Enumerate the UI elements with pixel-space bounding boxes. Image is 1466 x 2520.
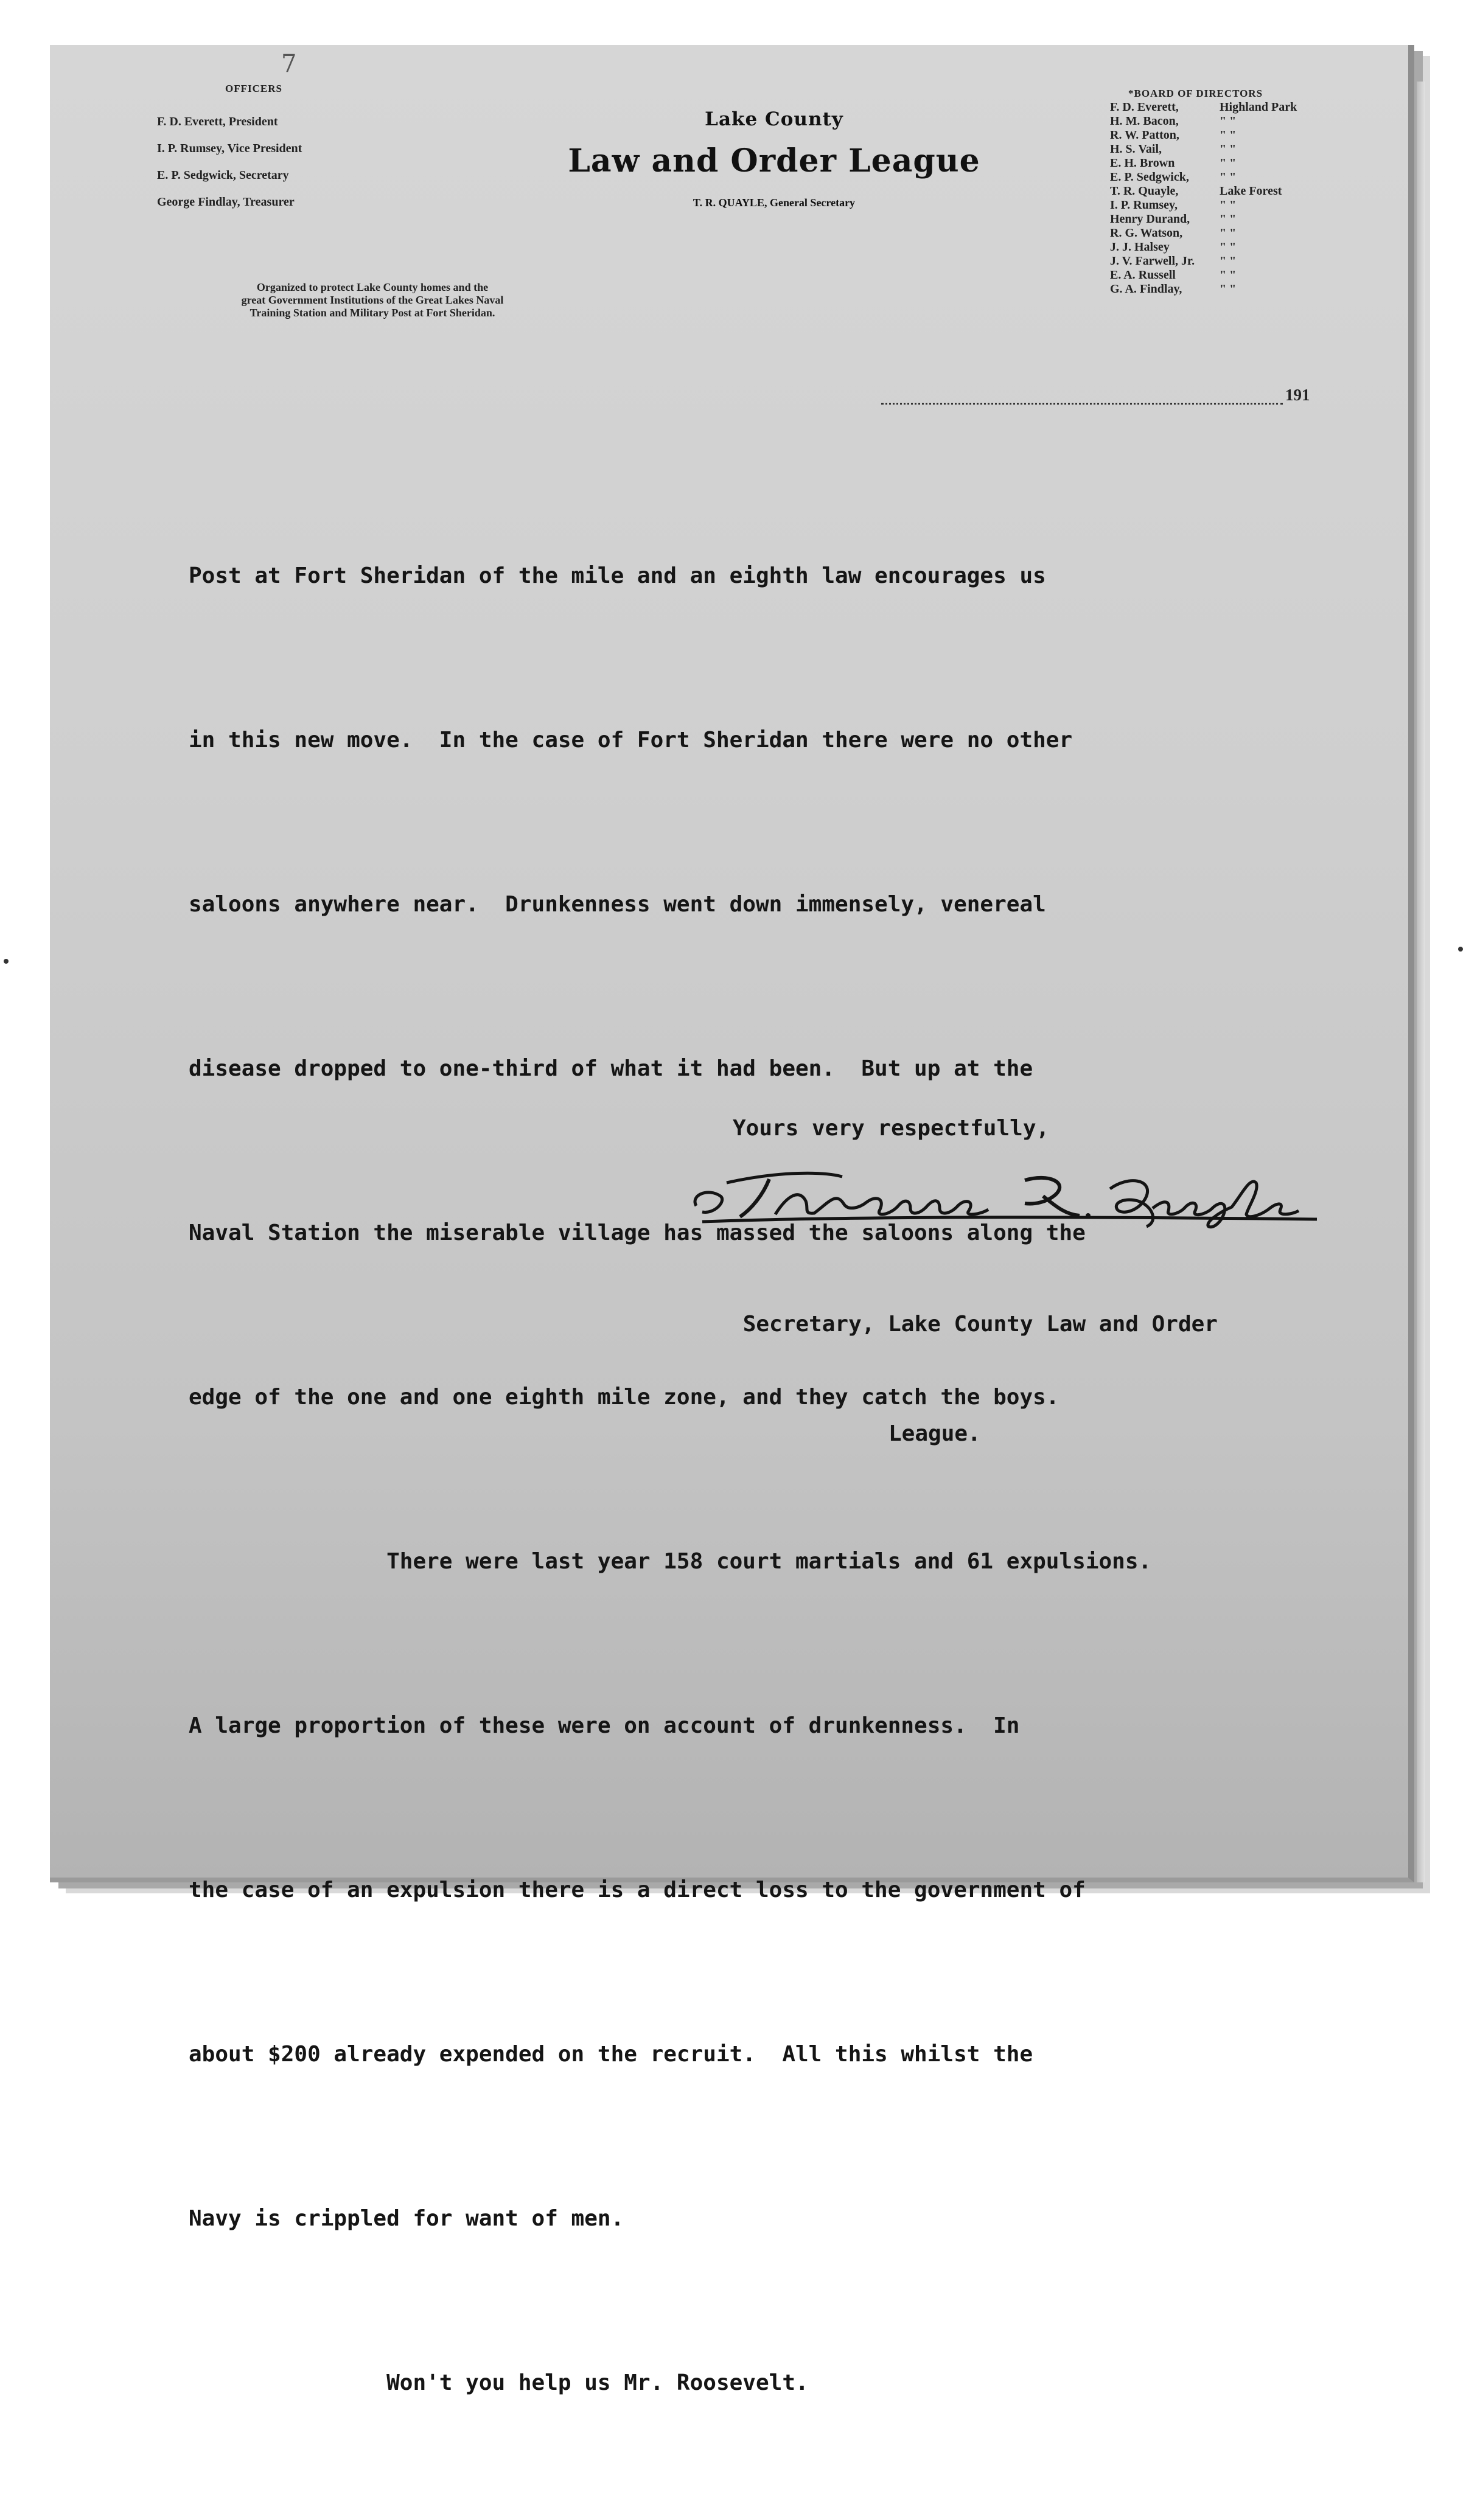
director-row (1110, 184, 1297, 198)
director-row (1110, 100, 1297, 114)
signature-drawing (684, 1158, 1329, 1231)
director-name: R. W. Patton, (1110, 128, 1179, 142)
director-town: " " (1220, 226, 1237, 240)
director-town: " " (1220, 198, 1237, 212)
director-row (1110, 268, 1297, 282)
date-year: 191 (1285, 386, 1310, 404)
director-name: G. A. Findlay, (1110, 282, 1182, 296)
director-row (1110, 142, 1297, 156)
director-row (1110, 156, 1297, 170)
director-name: J. J. Halsey (1110, 240, 1170, 254)
signatory-title-line-1: Secretary, Lake County Law and Order (742, 1312, 1218, 1337)
director-row (1110, 212, 1297, 226)
organized-line: Training Station and Military Post at Fort Sheridan. (250, 307, 495, 319)
director-town: " " (1220, 240, 1237, 254)
body-line: Naval Station the miserable village has massed the saloons along the (189, 1220, 1086, 1245)
body-line: Post at Fort Sheridan of the mile and an eighth law encourages us (189, 563, 1046, 588)
director-row (1110, 198, 1297, 212)
board-heading: *BOARD OF DIRECTORS (1128, 88, 1263, 99)
body-line: about $200 already expended on the recruit. All this whilst the (189, 2042, 1033, 2067)
masthead-league-name: Law and Order League (568, 142, 980, 179)
director-row (1110, 240, 1297, 254)
director-town: " " (1220, 268, 1237, 282)
director-name: H. S. Vail, (1110, 142, 1162, 156)
director-name: E. A. Russell (1110, 268, 1176, 282)
closing-salutation: Yours very respectfully, (733, 1116, 1050, 1141)
director-row (1110, 114, 1297, 128)
officer-secretary: E. P. Sedgwick, Secretary (157, 169, 289, 182)
scan-speck (1458, 947, 1463, 952)
body-line: in this new move. In the case of Fort Sheridan there were no other (189, 728, 1073, 753)
body-line: edge of the one and one eighth mile zone, and they catch the boys. (189, 1385, 1059, 1410)
organized-statement (153, 281, 592, 319)
director-row (1110, 226, 1297, 240)
masthead-county: Lake County (705, 108, 843, 130)
officers-block (157, 83, 302, 215)
signatory-title-line-2: League. (888, 1421, 981, 1446)
officer-vice-president: I. P. Rumsey, Vice President (157, 142, 302, 155)
director-town: " " (1220, 156, 1237, 170)
director-town: " " (1220, 254, 1237, 268)
director-town: Lake Forest (1220, 184, 1282, 198)
director-name: T. R. Quayle, (1110, 184, 1179, 198)
director-name: J. V. Farwell, Jr. (1110, 254, 1195, 268)
director-town: Highland Park (1220, 100, 1297, 114)
director-name: E. H. Brown (1110, 156, 1175, 170)
director-name: E. P. Sedgwick, (1110, 170, 1189, 184)
director-name: R. G. Watson, (1110, 226, 1183, 240)
director-town: " " (1220, 114, 1237, 128)
officers-heading: OFFICERS (225, 83, 282, 94)
director-town: " " (1220, 128, 1237, 142)
body-line: There were last year 158 court martials and 61 expulsions. (189, 1549, 1152, 1574)
officer-treasurer: George Findlay, Treasurer (157, 195, 295, 209)
masthead (567, 108, 981, 209)
director-name: I. P. Rumsey, (1110, 198, 1178, 212)
body-line: disease dropped to one-third of what it had been. But up at the (189, 1056, 1033, 1081)
corner-mark: 7 (281, 50, 297, 78)
director-row (1110, 282, 1297, 296)
masthead-general-secretary: T. R. QUAYLE, General Secretary (693, 197, 856, 209)
director-town: " " (1220, 282, 1237, 296)
director-town: " " (1220, 170, 1237, 184)
director-row (1110, 128, 1297, 142)
director-name: Henry Durand, (1110, 212, 1190, 226)
letter-sheet (50, 45, 1414, 2395)
body-line: A large proportion of these were on account of drunkenness. In (189, 1713, 1020, 1738)
director-town: " " (1220, 212, 1237, 226)
director-name: F. D. Everett, (1110, 100, 1179, 114)
date-blank (881, 391, 1283, 405)
body-line: Won't you help us Mr. Roosevelt. (189, 2370, 809, 2395)
body-line: Navy is crippled for want of men. (189, 2206, 624, 2231)
date-line (881, 386, 1310, 405)
director-row (1110, 170, 1297, 184)
director-name: H. M. Bacon, (1110, 114, 1179, 128)
scan-speck (4, 959, 9, 964)
organized-line: Organized to protect Lake County homes and the (256, 281, 489, 293)
body-line: the case of an expulsion there is a direct loss to the government of (189, 1878, 1086, 1902)
body-line: saloons anywhere near. Drunkenness went down immensely, venereal (189, 892, 1046, 917)
director-town: " " (1220, 142, 1237, 156)
organized-line: great Government Institutions of the Great Lakes Naval (241, 294, 504, 306)
signatory-title (690, 1242, 1218, 1571)
board-of-directors (1110, 86, 1297, 296)
handwritten-signature (684, 1158, 1329, 1231)
director-row (1110, 254, 1297, 268)
officer-president: F. D. Everett, President (157, 115, 278, 128)
